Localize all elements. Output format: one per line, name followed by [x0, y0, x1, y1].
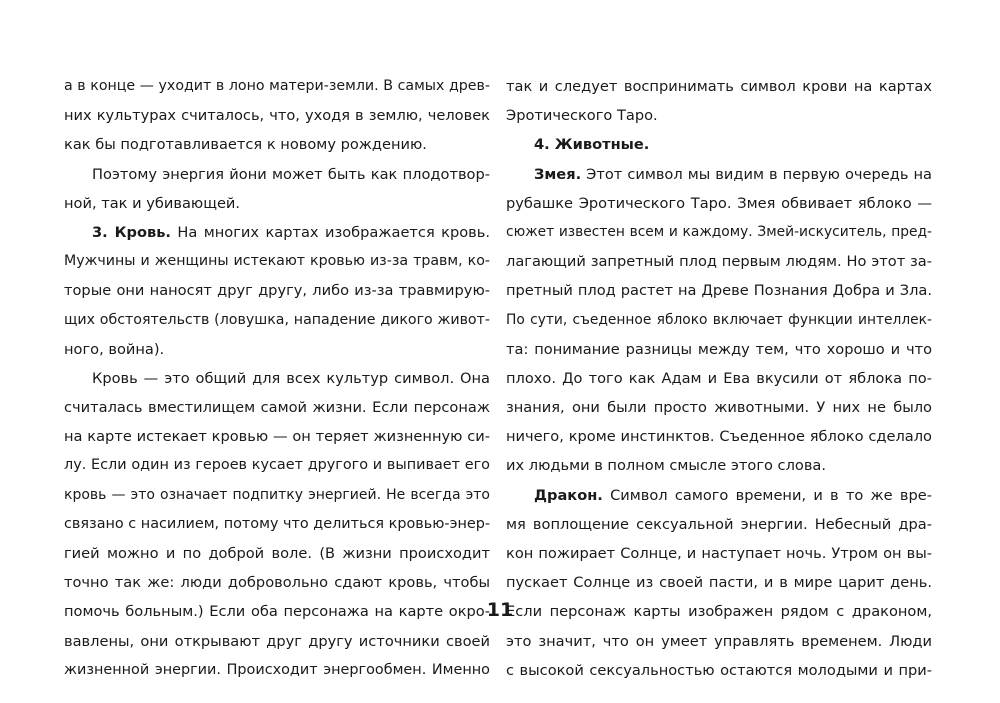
text-run: Этот символ мы видим в первую очередь на: [581, 165, 932, 183]
text-line: это значит, что он умеет управлять временем. Люди: [506, 632, 932, 650]
text-line: пускает Солнце из своей пасти, и в мире царит день.: [506, 574, 932, 592]
text-run: На многих картах изображается кровь.: [170, 223, 490, 241]
section-heading-animals: 4. Животные.: [534, 136, 650, 154]
text-line: знания, они были просто животными. У них не было: [506, 399, 932, 417]
text-line: связано с насилием, потому что делиться кровью-энер-: [64, 515, 490, 532]
text-line: ной, так и убивающей.: [64, 194, 241, 212]
text-line: рубашке Эротического Таро. Змея обвивает яблоко —: [506, 194, 932, 212]
page-number: 11: [486, 599, 514, 621]
section-heading-line: [506, 130, 932, 159]
text-line: считалась вместилищем самой жизни. Если персонаж: [64, 399, 490, 417]
text-line: Если персонаж карты изображен рядом с драконом,: [506, 603, 932, 621]
text-line: сюжет известен всем и каждому. Змей-искуситель, пред-: [506, 223, 932, 240]
text-line: а в конце — уходит в лоно матери-земли. В самых древ-: [64, 78, 490, 94]
text-line: как бы подготавливается к новому рождению.: [64, 136, 427, 154]
text-line: кон пожирает Солнце, и наступает ночь. Утром он вы-: [506, 545, 932, 562]
subsection-heading-dragon: Дракон.: [534, 486, 603, 504]
text-line: Эротического Таро.: [506, 107, 658, 125]
text-line: на карте истекает кровью — он теряет жизненную си-: [64, 428, 490, 446]
text-line: ничего, кроме инстинктов. Съеденное яблоко сделало: [506, 428, 932, 446]
text-line: плохо. До того как Адам и Ева вкусили от яблока по-: [506, 369, 932, 387]
text-line: кровь — это означает подпитку энергией. Не всегда это: [64, 486, 490, 503]
text-line: точно так же: люди добровольно сдают кровь, чтобы: [64, 574, 490, 592]
text-line: лагающий запретный плод первым людям. Но этот за-: [506, 253, 932, 271]
text-line: Поэтому энергия йони может быть как плодотвор-: [92, 165, 490, 183]
text-line: Мужчины и женщины истекают кровью из-за травм, ко-: [64, 253, 490, 270]
text-line: с высокой сексуальностью остаются молодыми и при-: [506, 661, 932, 679]
section-heading-blood: 3. Кровь.: [92, 223, 171, 241]
text-line: Кровь — это общий для всех культур символ. Она: [92, 369, 490, 387]
subsection-heading-snake: Змея.: [534, 165, 582, 183]
text-line: торые они наносят друг другу, либо из-за травмирую-: [64, 282, 490, 300]
text-line: них культурах считалось, что, уходя в землю, человек: [64, 107, 490, 125]
text-line: лу. Если один из героев кусает другого и выпивает его: [64, 457, 490, 474]
text-line: их людьми в полном смысле этого слова.: [506, 457, 827, 475]
text-line: ного, война).: [64, 340, 165, 358]
text-line: мя воплощение сексуальной энергии. Небесный дра-: [506, 515, 932, 533]
text-run: Символ самого времени, и в то же вре-: [602, 486, 932, 504]
right-column: [506, 72, 932, 685]
text-line: помочь больным.) Если оба персонажа на карте окро-: [64, 603, 490, 621]
left-column: [64, 72, 490, 685]
text-line: жизненной энергии. Происходит энергообмен. Именно: [64, 661, 490, 678]
text-line: так и следует воспринимать символ крови на картах: [506, 78, 932, 95]
text-line: По сути, съеденное яблоко включает функции интеллек-: [506, 311, 932, 328]
subsection-heading-line: [506, 481, 932, 510]
section-heading-line: [64, 218, 490, 247]
text-line: вавлены, они открывают друг другу источники своей: [64, 632, 490, 650]
text-line: гией можно и по доброй воле. (В жизни происходит: [64, 545, 490, 562]
subsection-heading-line: [506, 160, 932, 189]
text-line: щих обстоятельств (ловушка, нападение дикого живот-: [64, 311, 490, 328]
text-line: претный плод растет на Древе Познания Добра и Зла.: [506, 282, 932, 300]
text-line: та: понимание разницы между тем, что хорошо и что: [506, 340, 932, 358]
